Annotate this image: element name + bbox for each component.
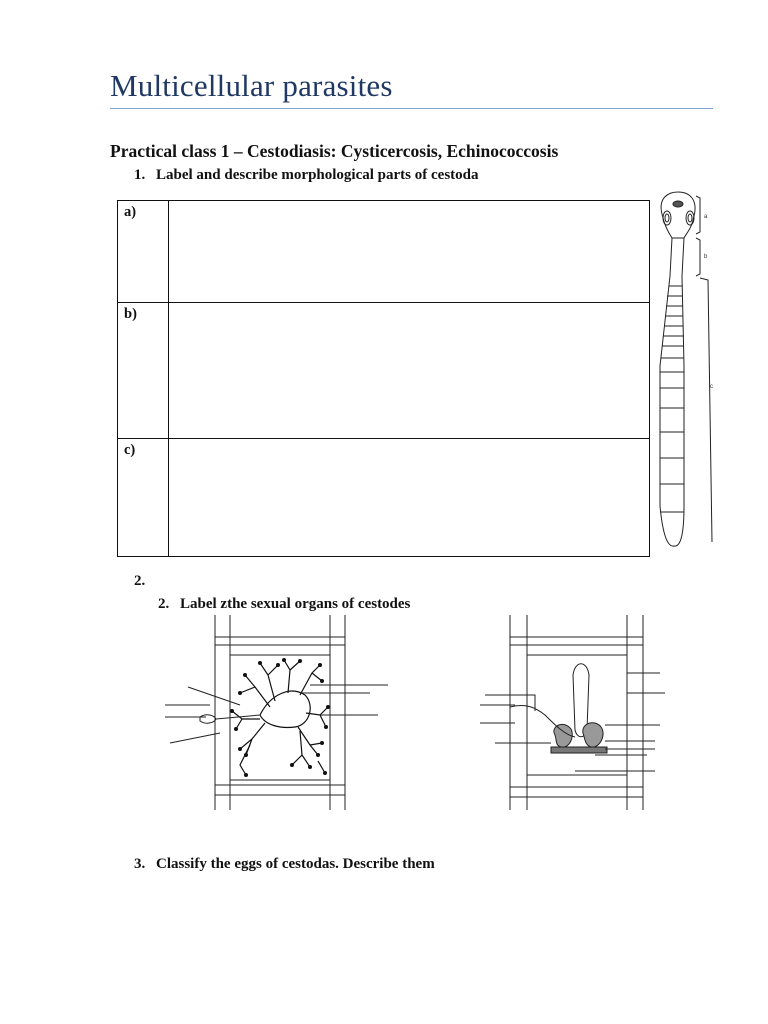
answer-row-b [118, 303, 650, 439]
answer-cell-c[interactable] [169, 439, 650, 557]
question-2-number: 2. [158, 596, 170, 612]
answer-row-c [118, 439, 650, 557]
section-subtitle: Practical class 1 – Cestodiasis: Cysticercosis, Echinococcosis [110, 141, 559, 161]
segment-label-b: b [704, 254, 708, 260]
answer-row-label: b) [118, 303, 169, 439]
question-1-number: 1. [134, 167, 146, 183]
gravid-proglottid-figure [475, 615, 665, 810]
answer-cell-a[interactable] [169, 201, 650, 303]
question-1 [134, 167, 479, 184]
cestode-body-figure [650, 176, 750, 556]
question-3 [134, 856, 435, 873]
answer-row-a [118, 201, 650, 303]
answer-row-label: a) [118, 201, 169, 303]
question-2-empty [134, 573, 156, 590]
question-2 [158, 596, 410, 613]
question-3-number: 3. [134, 856, 146, 872]
segment-label-c: c [710, 384, 713, 390]
question-3-text: Classify the eggs of cestodas. Describe them [156, 856, 435, 872]
question-2-text: Label zthe sexual organs of cestodes [180, 596, 411, 612]
answer-cell-b[interactable] [169, 303, 650, 439]
answer-table [117, 200, 650, 557]
title-divider [110, 108, 713, 109]
segment-label-a: a [704, 214, 708, 220]
mature-proglottid-figure [160, 615, 400, 810]
question-2-empty-number: 2. [134, 573, 146, 589]
page-title: Multicellular parasites [110, 68, 393, 103]
question-1-text: Label and describe morphological parts of cestoda [156, 167, 479, 183]
answer-row-label: c) [118, 439, 169, 557]
